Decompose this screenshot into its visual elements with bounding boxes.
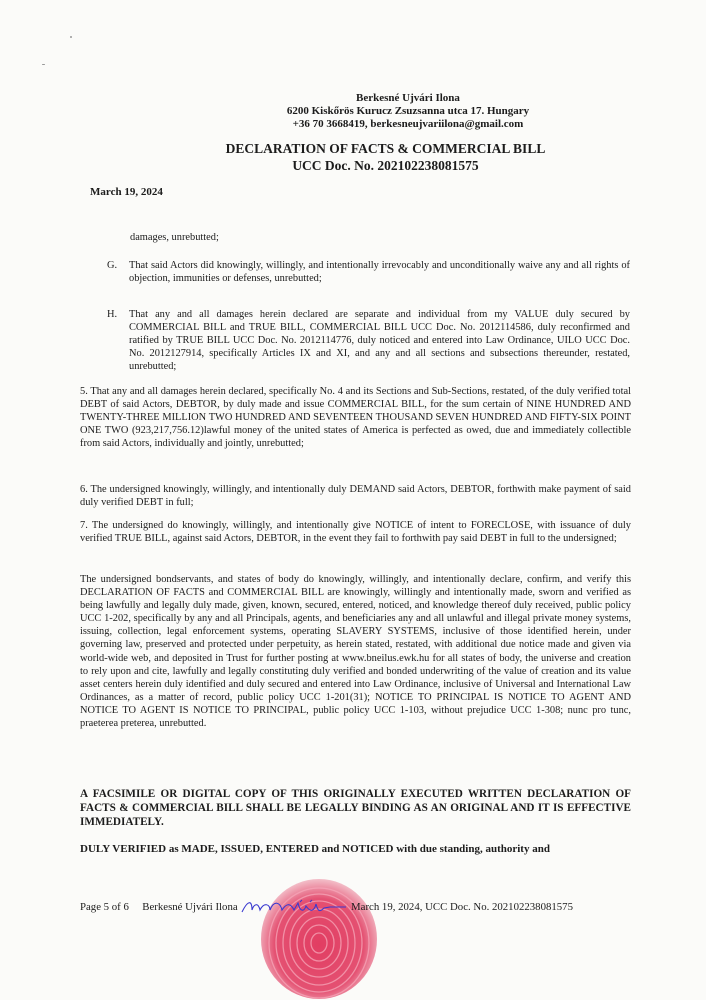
document-date: March 19, 2024 (90, 186, 163, 198)
title-line-1: DECLARATION OF FACTS & COMMERCIAL BILL (225, 141, 546, 156)
facsimile-notice: A FACSIMILE OR DIGITAL COPY OF THIS ORIGINALLY EXECUTED WRITTEN DECLARATION OF FACTS & COMMERCIAL BILL SHALL BE LEGALLY BINDING AS AN ORIGINAL AND IT IS EFFECTIVE IMMEDIATELY. (80, 788, 631, 828)
scan-speck (70, 36, 72, 38)
handwritten-signature (240, 898, 348, 918)
footer-reference: March 19, 2024, UCC Doc. No. 202102238081575 (351, 901, 573, 914)
item-g-letter: G. (107, 260, 118, 271)
scan-speck (42, 64, 45, 65)
document-title (0, 140, 706, 174)
paragraph-7: 7. The undersigned do knowingly, willingly, and intentionally give NOTICE of intent to FORECLOSE, with issuance of duly verified TRUE BILL, against said Actors, DEBTOR, in the event they fail to forthwith pay said DEBT in full to the undersigned; (80, 520, 631, 545)
sender-address: 6200 Kiskőrös Kurucz Zsuzsanna utca 17. Hungary (286, 105, 530, 117)
page-number: Page 5 of 6 (80, 901, 129, 914)
continuation-text: damages, unrebutted; (130, 232, 219, 243)
title-line-2: UCC Doc. No. 202102238081575 (292, 158, 479, 173)
thumbprint-stamp (256, 867, 386, 1000)
page-footer (80, 898, 573, 918)
item-g (107, 259, 630, 289)
sender-name: Berkesné Ujvári Ilona (356, 92, 460, 104)
paragraph-declaration: The undersigned bondservants, and states of body do knowingly, willingly, and intentionally declare, confirm, and verify this DECLARATION OF FACTS and COMMERCIAL BILL are knowingly, willingly and intentionally made, sworn and verified as being lawfully and legally duly made, given, known, secured, entered, noticed, and knowledge thereof duly received, public policy UCC 1-202, specifically by any and all Principals, agents, and beneficiaries any and all unlawful and illegal private money systems, issuing, collection, legal enforcement systems, operating SLAVERY SYSTEMS, inclusive of those identified herein, under governing law, preserved and protected under perpetuity, as herein stated, restated, with additional due notice made and given via world-wide web, and deposited in Trust for further posting at www.bneilus.ewk.hu for all states of body, the universe and creation to rely upon and cite, lawfully and legally constituting duly verified and bonded underwriting of the value of creation and its value asset centers herein duly identified and duly secured and entered into Law Ordinance, inclusive of Universal and International Law Ordinances, as a matter of record, public policy UCC 1-201(31); NOTICE TO PRINCIPAL IS NOTICE TO AGENT AND NOTICE TO AGENT IS NOTICE TO PRINCIPAL, public policy UCC 1-103, without prejudice UCC 1-308; nunc pro tunc, praeterea preterea, unrebutted. (80, 574, 631, 730)
sender-header (0, 92, 706, 131)
paragraph-6: 6. The undersigned knowingly, willingly, and intentionally duly DEMAND said Actors, DEBTOR, forthwith make payment of said duly verified DEBT in full; (80, 484, 631, 509)
item-h-text: That any and all damages herein declared are separate and individual from my VALUE duly secured by COMMERCIAL BILL and TRUE BILL, COMMERCIAL BILL UCC Doc. No. 2012114586, duly reconfirmed and ratified by TRUE BILL UCC Doc. No. 2012114776, duly noticed and entered into Law Ordinance, UILO UCC Doc. No. 2012127914, specifically Articles IX and XI, and any and all sections and subsections thereunder, restated, unrebutted; (129, 309, 630, 373)
item-h-letter: H. (107, 309, 118, 320)
paragraph-5: 5. That any and all damages herein declared, specifically No. 4 and its Sections and Sub-Sections, restated, of the duly verified total DEBT of said Actors, DEBTOR, by duly made and issue COMMERCIAL BILL, for the sum certain of NINE HUNDRED AND TWENTY-THREE MILLION TWO HUNDRED AND SEVENTEEN THOUSAND SEVEN HUNDRED AND FIFTY-SIX POINT ONE TWO (923,217,756.12)lawful money of the united states of America is perfected as owed, due and immediately collectible from said Actors, individually and jointly, unrebutted; (80, 386, 631, 450)
sender-contact: +36 70 3668419, berkesneujvariilona@gmail.com (292, 118, 524, 130)
verification-line: DULY VERIFIED as MADE, ISSUED, ENTERED and NOTICED with due standing, authority and (80, 843, 550, 855)
footer-name: Berkesné Ujvári Ilona (142, 901, 238, 914)
item-g-text: That said Actors did knowingly, willingly, and intentionally irrevocably and unconditionally waive any and all rights of objection, immunities or defenses, unrebutted; (129, 260, 630, 285)
item-h (107, 308, 630, 378)
